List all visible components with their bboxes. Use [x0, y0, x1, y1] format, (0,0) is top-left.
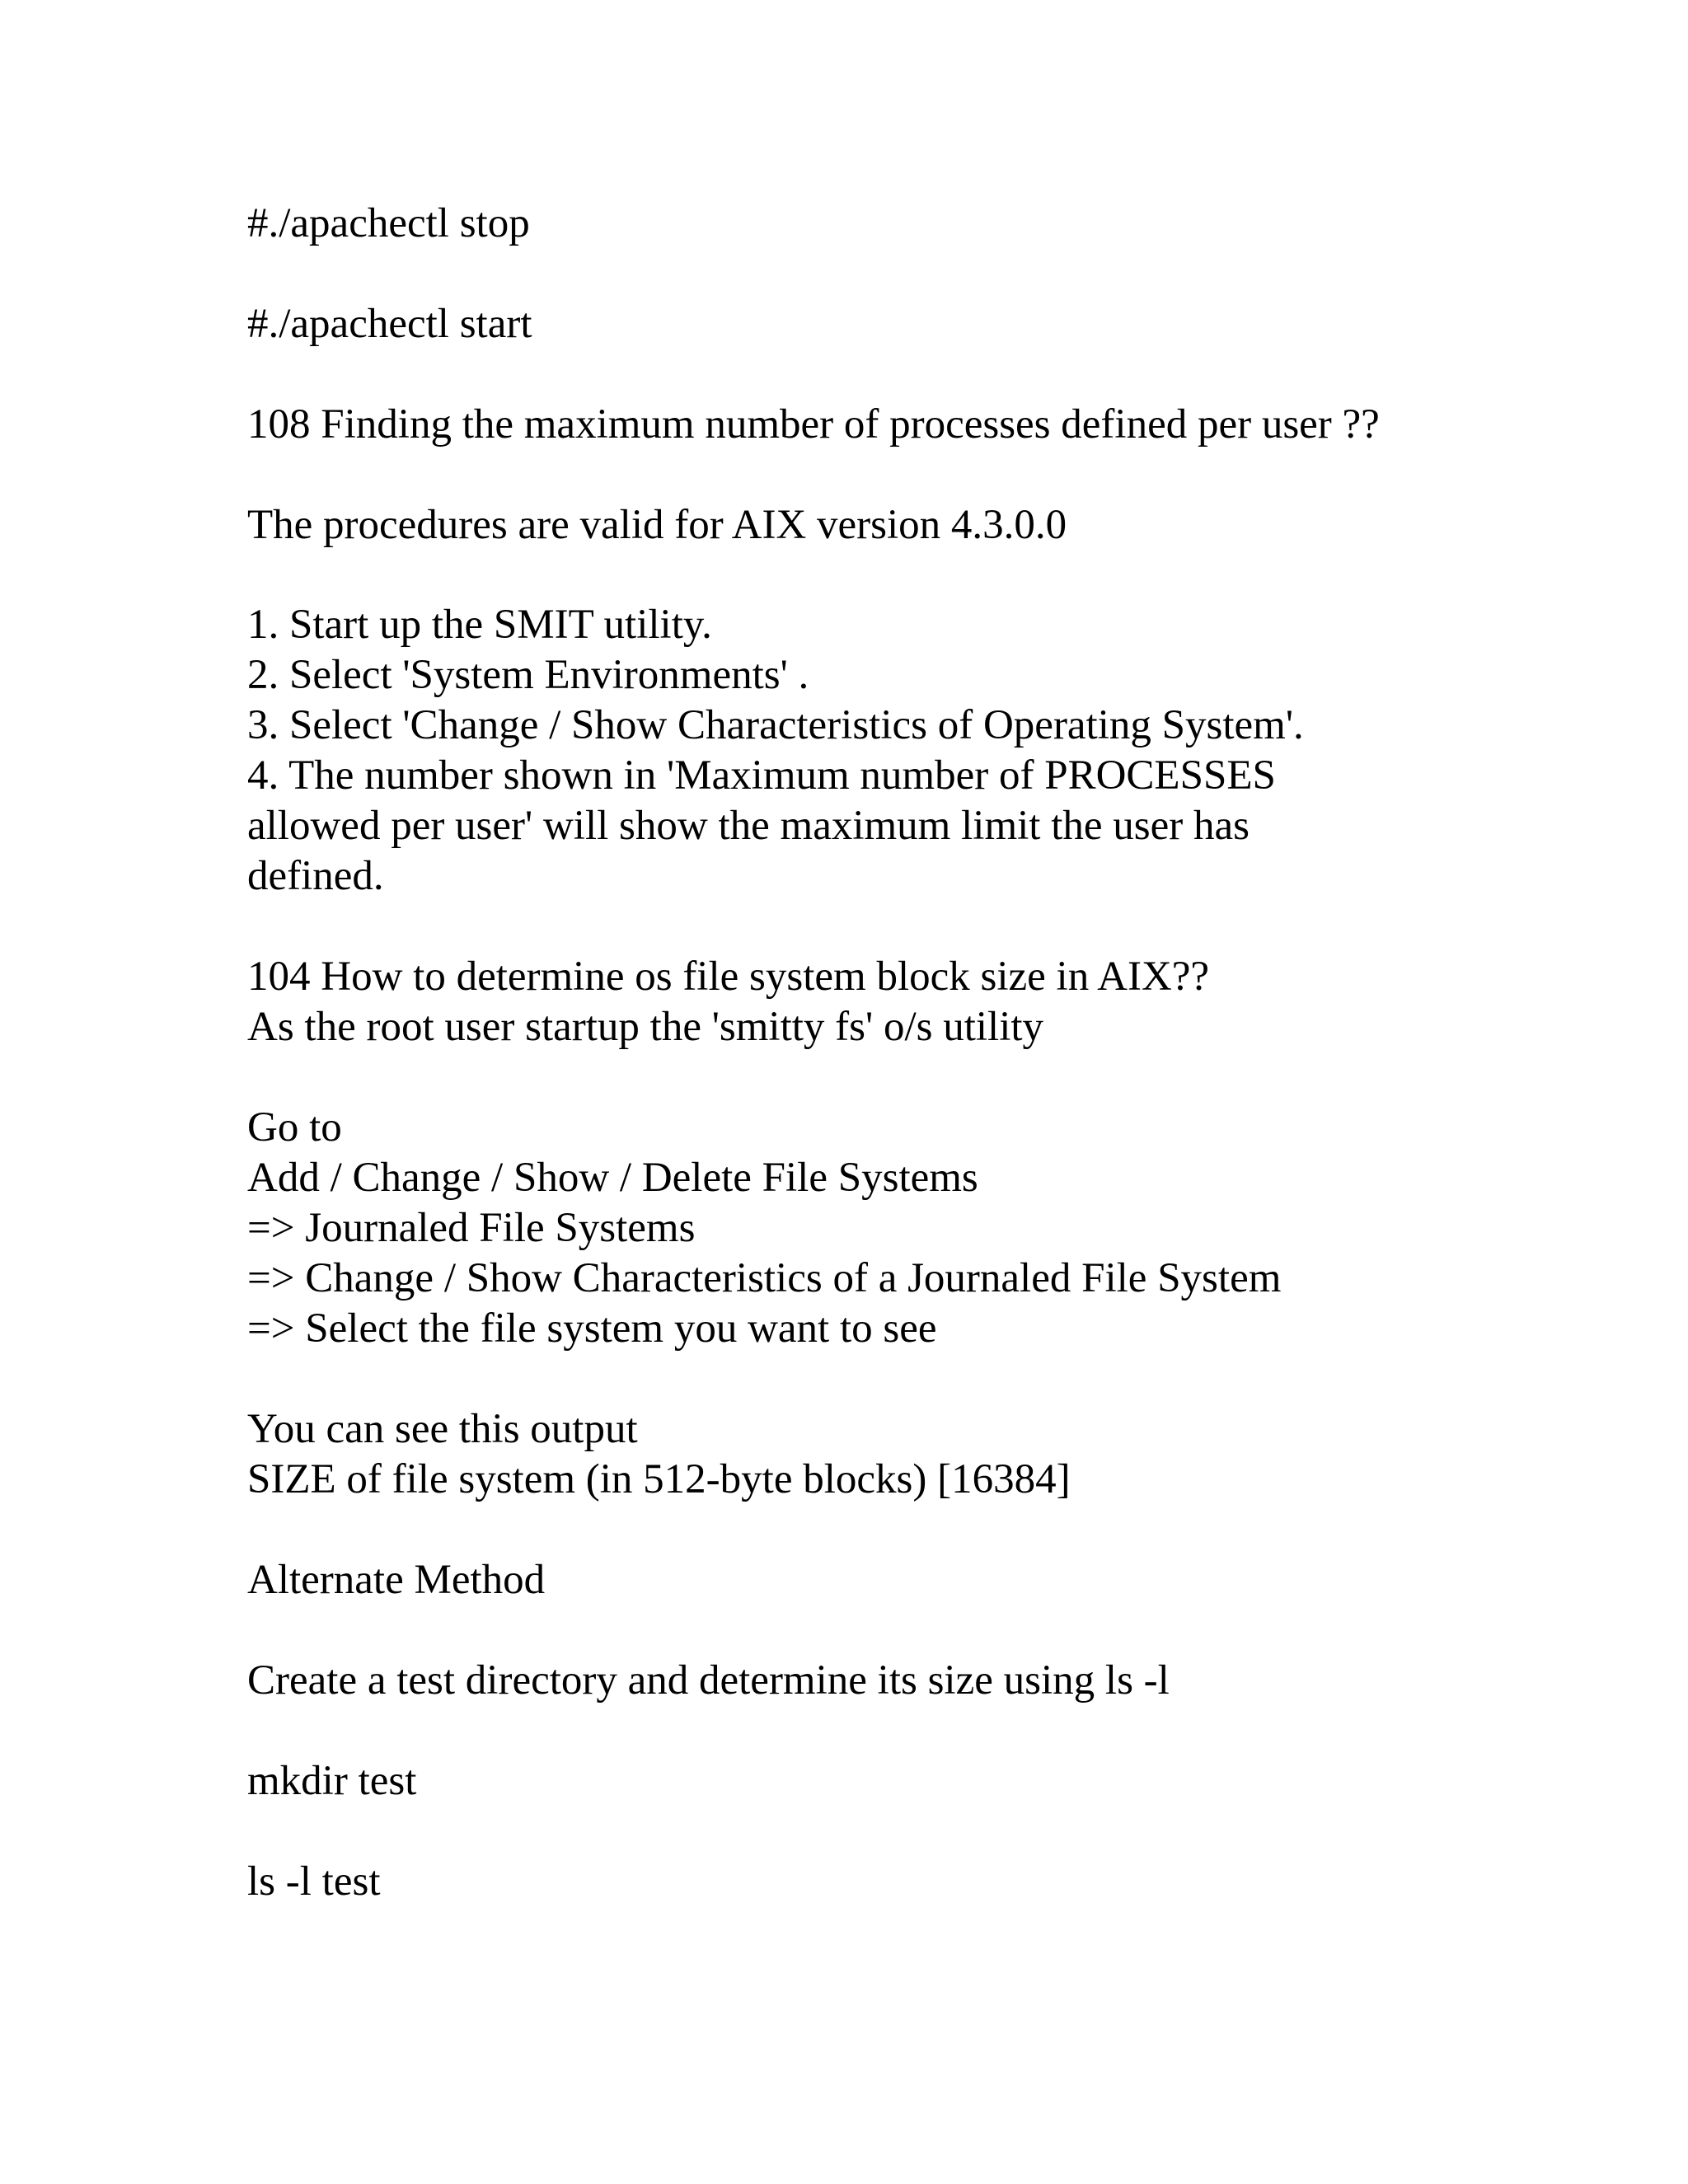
- step-4-line-2: allowed per user' will show the maximum limit the user has: [247, 803, 1250, 849]
- output-size-line: SIZE of file system (in 512-byte blocks) [16384]: [247, 1456, 1071, 1502]
- command-mkdir: mkdir test: [247, 1758, 417, 1804]
- paragraph-test-directory: Create a test directory and determine its size using ls -l: [247, 1657, 1170, 1704]
- command-ls: ls -l test: [247, 1858, 381, 1905]
- menu-path-4: => Select the file system you want to see: [247, 1305, 937, 1352]
- section-heading-108: 108 Finding the maximum number of processes defined per user ??: [247, 401, 1380, 448]
- step-1: 1. Start up the SMIT utility.: [247, 602, 712, 648]
- menu-path-3: => Change / Show Characteristics of a Journaled File System: [247, 1255, 1282, 1301]
- step-4-line-3: defined.: [247, 853, 384, 899]
- step-2: 2. Select 'System Environments' .: [247, 652, 809, 698]
- menu-path-1: Add / Change / Show / Delete File Systems: [247, 1155, 978, 1201]
- step-3: 3. Select 'Change / Show Characteristics of Operating System'.: [247, 702, 1304, 748]
- command-apachectl-stop: #./apachectl stop: [247, 200, 530, 246]
- section-heading-104: 104 How to determine os file system block size in AIX??: [247, 954, 1210, 1000]
- alternate-method-heading: Alternate Method: [247, 1557, 546, 1603]
- menu-path-2: => Journaled File Systems: [247, 1205, 696, 1251]
- paragraph-smitty-fs: As the root user startup the 'smitty fs' o/s utility: [247, 1004, 1044, 1050]
- paragraph-aix-version: The procedures are valid for AIX version 4.3.0.0: [247, 502, 1067, 548]
- command-apachectl-start: #./apachectl start: [247, 301, 532, 347]
- output-intro: You can see this output: [247, 1406, 638, 1452]
- goto-label: Go to: [247, 1104, 342, 1151]
- step-4-line-1: 4. The number shown in 'Maximum number of PROCESSES: [247, 752, 1276, 799]
